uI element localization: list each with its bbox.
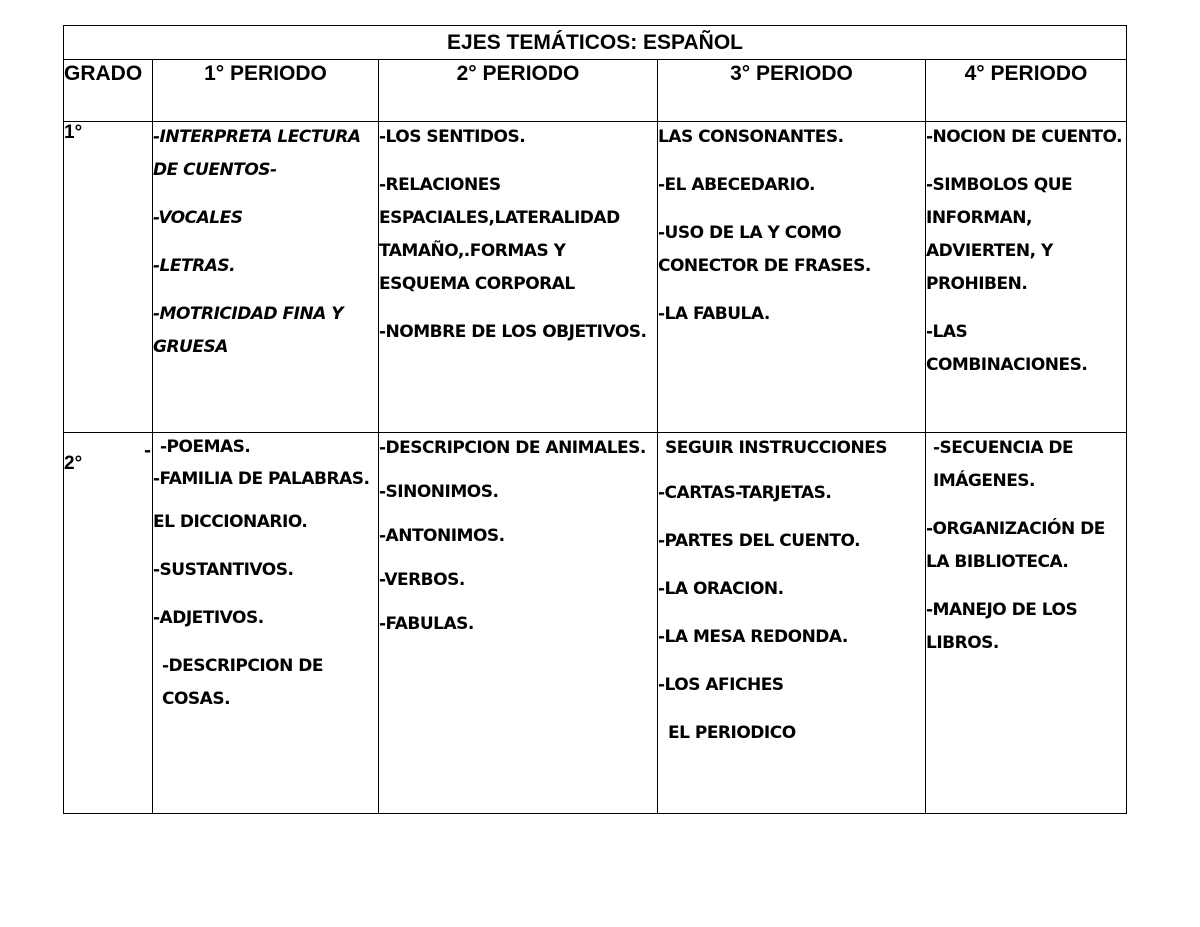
list-item: -LOS AFICHES [658, 675, 784, 695]
list-item: -ANTONIMOS. [379, 526, 505, 546]
list-item: -RELACIONES ESPACIALES,LATERALIDAD TAMAÑO,.FORMAS Y ESQUEMA CORPORAL [379, 175, 620, 294]
list-item: EL PERIODICO [668, 723, 796, 743]
grade-label-text: 2° [64, 453, 83, 474]
list-item: -EL ABECEDARIO. [658, 175, 815, 195]
list-item: -LA MESA REDONDA. [658, 627, 848, 647]
list-item: -DESCRIPCION DE ANIMALES. [379, 438, 646, 458]
header-periodo-4: 4° PERIODO [926, 60, 1127, 122]
list-item: -VOCALES [153, 208, 243, 228]
list-item: -INTERPRETA LECTURA DE CUENTOS- [153, 127, 361, 180]
list-item: -ADJETIVOS. [153, 608, 264, 628]
list-item: -SIMBOLOS QUE INFORMAN, ADVIERTEN, Y PROHIBEN. [926, 175, 1073, 294]
cell-grado1-periodo2 [379, 122, 658, 433]
list-item: -MANEJO DE LOS LIBROS. [926, 600, 1078, 653]
cell-grado1-periodo3 [658, 122, 926, 433]
list-item: -FABULAS. [379, 614, 474, 634]
cell-grado2-periodo3 [658, 433, 926, 814]
cell-grado1-periodo1 [153, 122, 379, 433]
grade-label [64, 433, 153, 814]
list-item: -FAMILIA DE PALABRAS. [153, 469, 370, 489]
table-title: EJES TEMÁTICOS: ESPAÑOL [64, 26, 1127, 60]
cell-grado2-periodo2 [379, 433, 658, 814]
list-item: SEGUIR INSTRUCCIONES [665, 438, 888, 458]
ejes-tematicos-table [63, 25, 1127, 814]
list-item: -SUSTANTIVOS. [153, 560, 294, 580]
cell-grado1-periodo4 [926, 122, 1127, 433]
list-item: -ORGANIZACIÓN DE LA BIBLIOTECA. [926, 519, 1105, 572]
list-item: -LETRAS. [153, 256, 236, 276]
list-item: -CARTAS-TARJETAS. [658, 483, 832, 503]
cell-grado2-periodo1 [153, 433, 379, 814]
header-grado: GRADO [64, 60, 153, 122]
stray-dash: - [144, 441, 152, 461]
list-item: -PARTES DEL CUENTO. [658, 531, 861, 551]
list-item: -NOCION DE CUENTO. [926, 127, 1123, 147]
grade-label: 1° [64, 122, 153, 433]
list-item: EL DICCIONARIO. [153, 512, 308, 532]
list-item: LAS CONSONANTES. [658, 127, 844, 147]
header-periodo-1: 1° PERIODO [153, 60, 379, 122]
list-item: -SECUENCIA DE IMÁGENES. [933, 438, 1074, 491]
list-item: -USO DE LA Y COMO CONECTOR DE FRASES. [658, 223, 871, 276]
list-item: -SINONIMOS. [379, 482, 499, 502]
list-item: -POEMAS. [160, 437, 251, 457]
list-item: -LAS COMBINACIONES. [926, 322, 1088, 375]
header-periodo-3: 3° PERIODO [658, 60, 926, 122]
list-item: -LOS SENTIDOS. [379, 127, 526, 147]
list-item: -MOTRICIDAD FINA Y GRUESA [153, 304, 344, 357]
list-item: -DESCRIPCION DE COSAS. [162, 656, 323, 709]
list-item: -VERBOS. [379, 570, 465, 590]
table-row-grado-2 [64, 433, 1127, 814]
list-item: -NOMBRE DE LOS OBJETIVOS. [379, 322, 647, 342]
list-item: -LA ORACION. [658, 579, 784, 599]
cell-grado2-periodo4 [926, 433, 1127, 814]
table-row-grado-1 [64, 122, 1127, 433]
header-periodo-2: 2° PERIODO [379, 60, 658, 122]
list-item: -LA FABULA. [658, 304, 770, 324]
